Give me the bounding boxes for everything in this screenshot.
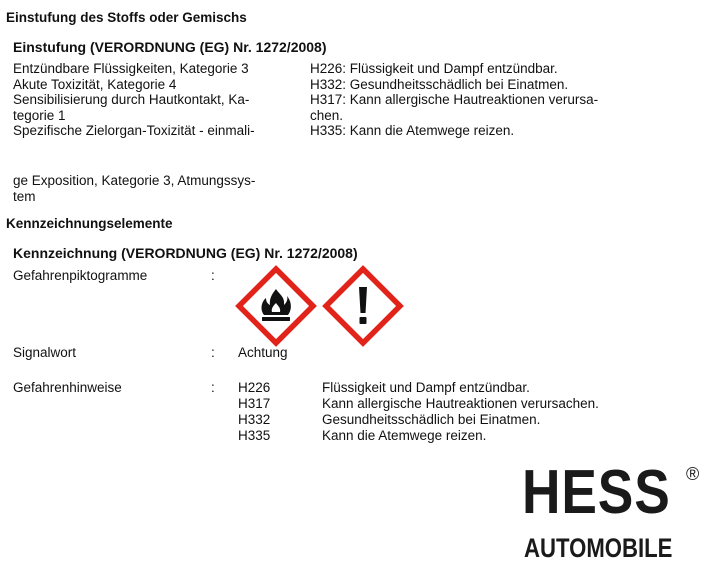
signal-word-value: Achtung [238,345,288,360]
category-line: Entzündbare Flüssigkeiten, Kategorie 3 [13,61,249,76]
category-line: tem [13,188,36,204]
classification-categories [13,61,298,139]
category-line: Spezifische Zielorgan-Toxizität - einmali- [13,123,255,138]
category-line: tegorie 1 [13,107,66,123]
hazard-statements-label: Gefahrenhinweise [13,380,122,395]
category-line: Sensibilisierung durch Hautkontakt, Ka- [13,92,250,107]
hess-logo-wordmark: HESS [522,458,671,527]
hazard-statements-list [0,380,708,450]
section-title-classification: Einstufung des Stoffs oder Gemischs [6,10,247,25]
hazard-statement-line: H332: Gesundheitsschädlich bei Einatmen. [310,76,569,92]
labelling-regulation-heading: Kennzeichnung (VERORDNUNG (EG) Nr. 1272/2008) [13,245,358,261]
signal-word-colon: : [211,345,215,360]
pictograms-colon: : [211,268,215,283]
hazard-text: Kann allergische Hautreaktionen verursachen. [322,396,599,411]
hazard-text: Kann die Atemwege reizen. [322,428,487,443]
hazard-statement-line: H335: Kann die Atemwege reizen. [310,123,515,138]
hazard-statement-line: chen. [310,107,344,123]
hazard-code: H335 [238,428,271,443]
automobile-logo-subtitle: AUTOMOBILE [524,533,673,563]
hazard-statements-colon: : [211,380,215,395]
section-title-labelling: Kennzeichnungselemente [6,216,173,231]
hazard-code: H317 [238,396,271,411]
hazard-code: H332 [238,412,271,427]
registered-mark: ® [686,464,700,484]
hazard-text: Flüssigkeit und Dampf entzündbar. [322,380,530,395]
classification-categories-continued [13,173,298,204]
pictograms-label: Gefahrenpiktogramme [13,268,148,283]
hazard-text: Gesundheitsschädlich bei Einatmen. [322,412,541,427]
hazard-statement-line: H317: Kann allergische Hautreaktionen verursa- [310,92,599,107]
category-line: Akute Toxizität, Kategorie 4 [13,76,177,92]
classification-regulation-heading: Einstufung (VERORDNUNG (EG) Nr. 1272/2008) [13,39,327,55]
signal-word-label: Signalwort [13,345,77,360]
exclamation-mark-icon [322,265,404,347]
hazard-code: H226 [238,380,271,395]
classification-hazard-statements [310,61,700,139]
hazard-statement-line: H226: Flüssigkeit und Dampf entzündbar. [310,61,558,76]
flame-icon [235,265,317,347]
category-line: ge Exposition, Kategorie 3, Atmungssys- [13,173,256,188]
